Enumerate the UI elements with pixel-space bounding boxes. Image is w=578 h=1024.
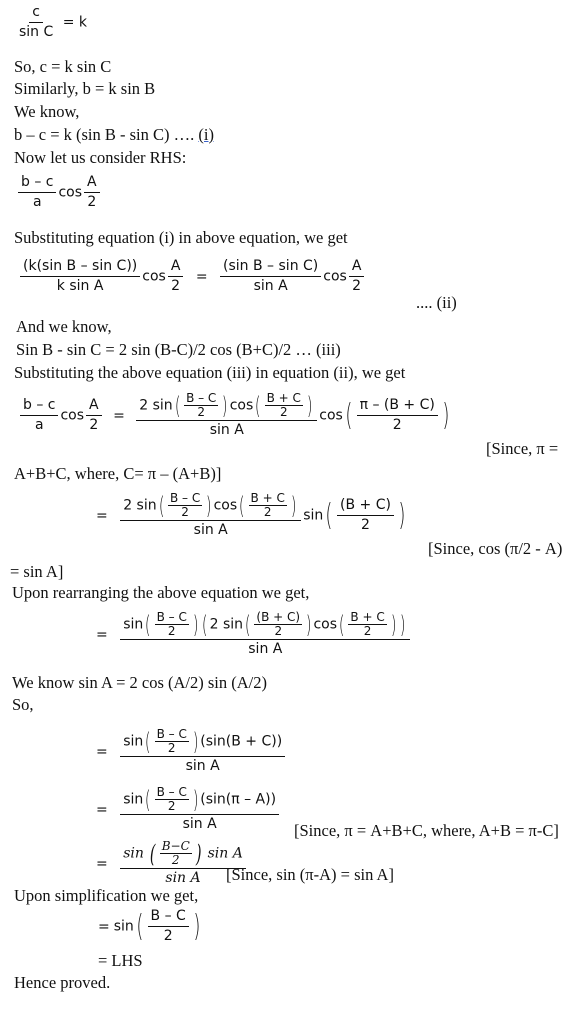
equation-rearranged: = sin( $\frac{B - C}{2}$ ) ( 2 sin( $\frac{(B + C)}{2}$ ) cos( $\frac{B + C}{2}$ ) ) sin A [96,611,412,658]
equation-result: = sin( $\frac{B - C}{2}$ ) [98,908,201,944]
text-identity-iii: Sin B - sin C = 2 sin (B-C)/2 cos (B+C)/2 … (iii) [16,340,341,359]
equation-sin-substitution: = 2 sin( $\frac{B - C}{2}$ ) cos( $\frac{B + C}{2}$ ) sin A sin( $\frac{(B + C)}{2}$ ) [96,491,406,538]
tag-ii: .... (ii) [416,293,457,312]
note-since-pi-a: [Since, π = [486,439,559,458]
equation-ii: $\frac{\text{(k(sin B – sin C))}}{\text{k sin A}}$ cos $\frac{A}{2}$ = $\frac{\text{(sin B – sin C)}}{\text{sin A}}$ cos $\frac{A}{2}$ [18,258,366,295]
equation-rhs: $\frac{b - c}{a}$ cos $\frac{A}{2}$ [16,174,102,211]
note-since-apb: [Since, π = A+B+C, where, A+B = π-C] [294,821,559,840]
text-substituting-1: Substituting equation (i) in above equation, we get [14,228,348,247]
text-simplification: Upon simplification we get, [14,886,199,905]
note-since-cos-a: [Since, cos (π/2 - A) [428,539,563,558]
text-hence-proved: Hence proved. [14,973,111,992]
equation-sinBpC: = sin( $\frac{B - C}{2}$ ) (sin(B + C)) sin A [96,728,287,775]
fraction: $\frac{c}{\text{sin C}}$ [19,4,54,40]
equation-substituted: $\frac{b - c}{a}$ cos $\frac{A}{2}$ = 2 sin( $\frac{B - C}{2}$ ) cos( $\frac{B + C}{2}$ ) sin A cos( $\frac{\pi - (B + C)}{2}$ ) [18,392,452,439]
equation-italic: = sin ( $\frac{B-C}{2}$ ) sin A sin A [96,840,248,887]
text-consider-rhs: Now let us consider RHS: [14,148,187,167]
equation-ref-i: (i) [198,125,214,144]
text-and-we-know: And we know, [16,317,112,336]
text-substituting-2: Substituting the above equation (iii) in equation (ii), we get [14,363,406,382]
text-so-c: So, c = k sin C [14,57,112,76]
text-rearranging: Upon rearranging the above equation we get, [12,583,310,602]
text-b-minus-c: b – c = k (sin B - sin C) …. (i) [14,125,214,144]
text-we-know-sinA: We know sin A = 2 cos (A/2) sin (A/2) [12,673,268,692]
text-we-know: We know, [14,102,80,121]
note-since-sin: [Since, sin (π-A) = sin A] [226,865,394,884]
equation-sinpiA: = sin( $\frac{B - C}{2}$ ) (sin(π – A)) sin A [96,786,281,833]
text-lhs: = LHS [98,951,143,970]
text-so-2: So, [12,695,34,714]
equation-c-over-sinC: $\frac{c}{\text{sin C}}$ = k [14,4,87,41]
note-since-pi-b: A+B+C, where, C= π – (A+B)] [14,464,222,483]
text-similarly: Similarly, b = k sin B [14,79,156,98]
note-since-cos-b: = sin A] [10,562,64,581]
